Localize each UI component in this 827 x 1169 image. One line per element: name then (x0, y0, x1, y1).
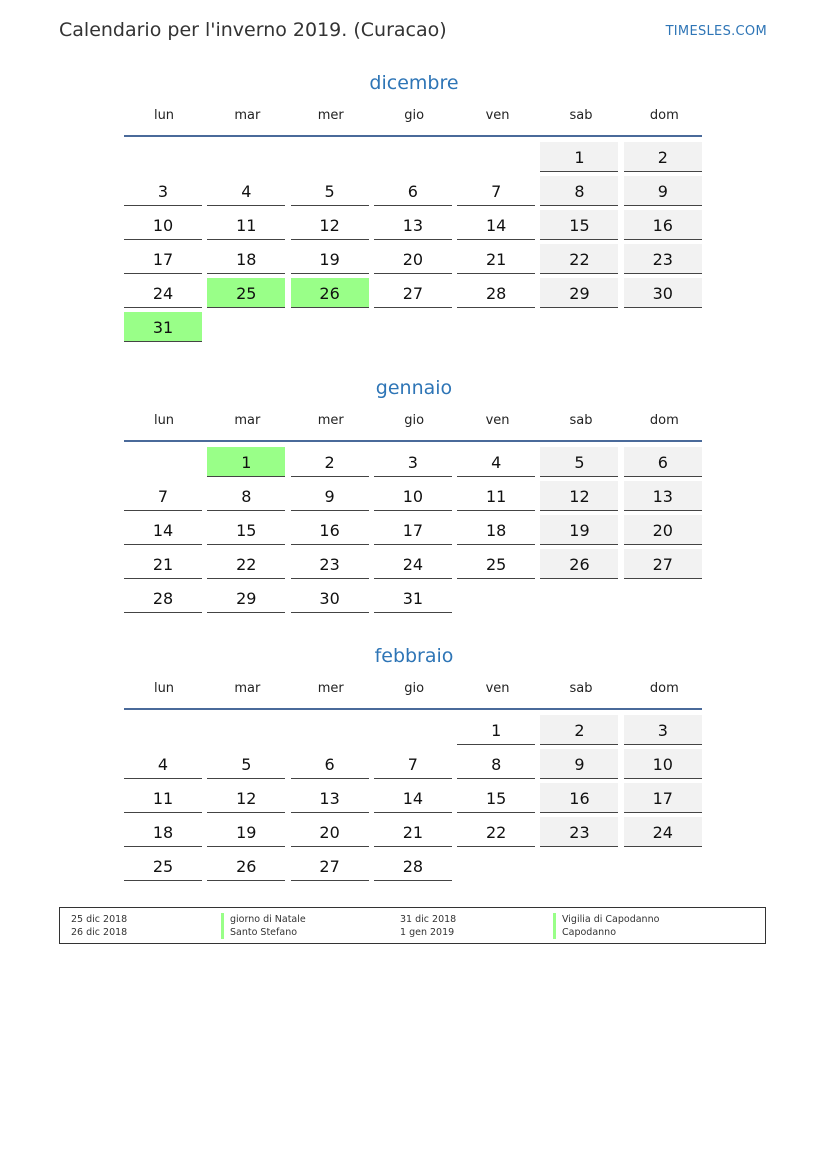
weekday-label: mer (317, 681, 344, 696)
weekday-label: dom (649, 108, 679, 123)
day-cell: 11 (457, 481, 535, 511)
header-rule (124, 440, 702, 442)
weekday-label: sab (569, 681, 593, 696)
day-cell: 13 (374, 210, 452, 240)
day-cell: 18 (457, 515, 535, 545)
month-name: febbraio (374, 645, 454, 667)
day-cell: 15 (540, 210, 618, 240)
day-cell: 13 (624, 481, 702, 511)
month-name: dicembre (369, 72, 459, 94)
day-cell: 24 (124, 278, 202, 308)
day-cell: 2 (540, 715, 618, 745)
legend-date: 25 dic 2018 (71, 914, 128, 925)
day-cell: 2 (291, 447, 369, 477)
page-title: Calendario per l'inverno 2019. (Curacao) (59, 19, 447, 41)
day-cell: 30 (624, 278, 702, 308)
day-cell: 31 (374, 583, 452, 613)
day-cell: 14 (374, 783, 452, 813)
day-cell: 16 (540, 783, 618, 813)
day-cell: 9 (291, 481, 369, 511)
weekday-label: ven (485, 681, 510, 696)
legend-names-right (553, 913, 659, 939)
day-cell: 15 (457, 783, 535, 813)
day-cell: 3 (624, 715, 702, 745)
weekday-label: sab (569, 413, 593, 428)
day-cell: 26 (207, 851, 285, 881)
legend-date: 26 dic 2018 (71, 927, 128, 938)
empty-cell (291, 142, 369, 172)
day-cell: 22 (207, 549, 285, 579)
day-cell: 20 (291, 817, 369, 847)
day-cell: 10 (374, 481, 452, 511)
legend-holiday-name: Santo Stefano (221, 926, 306, 939)
day-cell: 3 (124, 176, 202, 206)
day-cell: 14 (457, 210, 535, 240)
day-cell: 15 (207, 515, 285, 545)
day-cell: 3 (374, 447, 452, 477)
day-cell: 5 (291, 176, 369, 206)
day-cell: 20 (374, 244, 452, 274)
weekday-label: ven (485, 413, 510, 428)
day-cell: 18 (207, 244, 285, 274)
month-name: gennaio (375, 377, 453, 399)
day-cell: 19 (540, 515, 618, 545)
empty-cell (457, 142, 535, 172)
day-cell: 8 (540, 176, 618, 206)
day-cell: 6 (374, 176, 452, 206)
day-cell: 18 (124, 817, 202, 847)
legend-dates-right (400, 913, 456, 939)
weekday-label: lun (153, 108, 175, 123)
day-cell: 21 (374, 817, 452, 847)
weekday-label: gio (404, 413, 425, 428)
day-cell: 9 (540, 749, 618, 779)
holiday-day-cell: 25 (207, 278, 285, 308)
day-cell: 24 (624, 817, 702, 847)
day-cell: 17 (124, 244, 202, 274)
day-cell: 16 (291, 515, 369, 545)
day-cell: 19 (207, 817, 285, 847)
day-cell: 7 (457, 176, 535, 206)
day-cell: 17 (374, 515, 452, 545)
day-cell: 12 (291, 210, 369, 240)
weekday-label: dom (649, 681, 679, 696)
empty-cell (124, 715, 202, 745)
month-january (124, 373, 704, 613)
holiday-day-cell: 31 (124, 312, 202, 342)
holiday-legend (59, 907, 766, 944)
day-cell: 25 (124, 851, 202, 881)
day-cell: 27 (374, 278, 452, 308)
day-grid (124, 142, 704, 342)
legend-date: 1 gen 2019 (400, 927, 455, 938)
day-cell: 4 (124, 749, 202, 779)
day-cell: 28 (124, 583, 202, 613)
day-cell: 11 (124, 783, 202, 813)
weekday-label: lun (153, 681, 175, 696)
empty-cell (124, 142, 202, 172)
day-grid (124, 715, 704, 881)
day-cell: 5 (207, 749, 285, 779)
weekday-header (124, 106, 704, 126)
day-cell: 1 (540, 142, 618, 172)
legend-date: 31 dic 2018 (400, 914, 457, 925)
day-cell: 24 (374, 549, 452, 579)
holiday-day-cell: 26 (291, 278, 369, 308)
legend-holiday-name: giorno di Natale (221, 913, 306, 926)
month-december (124, 68, 704, 342)
empty-cell (207, 142, 285, 172)
day-cell: 7 (124, 481, 202, 511)
day-cell: 22 (457, 817, 535, 847)
month-february (124, 641, 704, 881)
day-cell: 27 (291, 851, 369, 881)
day-cell: 4 (207, 176, 285, 206)
holiday-day-cell: 1 (207, 447, 285, 477)
day-cell: 12 (207, 783, 285, 813)
day-cell: 29 (540, 278, 618, 308)
weekday-label: ven (485, 108, 510, 123)
day-cell: 26 (540, 549, 618, 579)
day-cell: 28 (457, 278, 535, 308)
day-cell: 5 (540, 447, 618, 477)
weekday-label: gio (404, 108, 425, 123)
day-cell: 17 (624, 783, 702, 813)
legend-dates-left (71, 913, 127, 939)
legend-holiday-name: Vigilia di Capodanno (553, 913, 659, 926)
day-cell: 16 (624, 210, 702, 240)
weekday-label: mar (234, 681, 261, 696)
weekday-label: dom (649, 413, 679, 428)
weekday-label: lun (153, 413, 175, 428)
weekday-label: mer (317, 413, 344, 428)
day-cell: 21 (457, 244, 535, 274)
empty-cell (374, 142, 452, 172)
weekday-label: gio (404, 681, 425, 696)
legend-names-left (221, 913, 306, 939)
day-cell: 29 (207, 583, 285, 613)
day-cell: 8 (207, 481, 285, 511)
day-cell: 19 (291, 244, 369, 274)
day-cell: 7 (374, 749, 452, 779)
empty-cell (291, 715, 369, 745)
weekday-label: mar (234, 413, 261, 428)
day-cell: 13 (291, 783, 369, 813)
day-cell: 23 (540, 817, 618, 847)
empty-cell (124, 447, 202, 477)
day-cell: 23 (624, 244, 702, 274)
weekday-header (124, 679, 704, 699)
day-cell: 4 (457, 447, 535, 477)
day-cell: 12 (540, 481, 618, 511)
day-cell: 14 (124, 515, 202, 545)
weekday-label: mar (234, 108, 261, 123)
site-link[interactable]: TIMESLES.COM (665, 24, 767, 39)
header-rule (124, 135, 702, 137)
day-cell: 22 (540, 244, 618, 274)
day-cell: 8 (457, 749, 535, 779)
day-cell: 23 (291, 549, 369, 579)
empty-cell (207, 715, 285, 745)
day-grid (124, 447, 704, 613)
weekday-label: sab (569, 108, 593, 123)
day-cell: 27 (624, 549, 702, 579)
day-cell: 1 (457, 715, 535, 745)
day-cell: 28 (374, 851, 452, 881)
day-cell: 10 (624, 749, 702, 779)
header-rule (124, 708, 702, 710)
day-cell: 9 (624, 176, 702, 206)
day-cell: 21 (124, 549, 202, 579)
empty-cell (374, 715, 452, 745)
day-cell: 6 (291, 749, 369, 779)
legend-holiday-name: Capodanno (553, 926, 659, 939)
day-cell: 30 (291, 583, 369, 613)
day-cell: 6 (624, 447, 702, 477)
day-cell: 2 (624, 142, 702, 172)
day-cell: 20 (624, 515, 702, 545)
day-cell: 10 (124, 210, 202, 240)
weekday-header (124, 411, 704, 431)
day-cell: 25 (457, 549, 535, 579)
day-cell: 11 (207, 210, 285, 240)
weekday-label: mer (317, 108, 344, 123)
